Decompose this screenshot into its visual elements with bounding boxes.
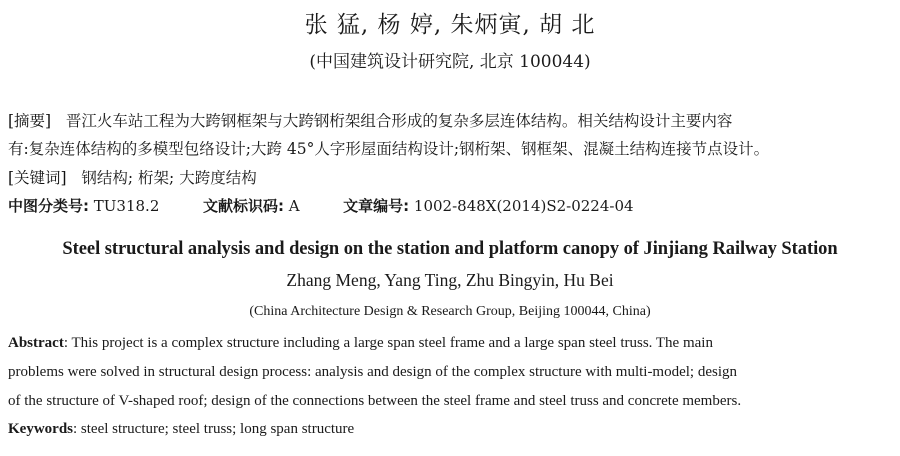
english-abstract-text-2: problems were solved in structural design process: analysis and design of the complex structure with multi-model; design [8,364,738,380]
english-abstract-line-2 [8,364,892,381]
english-abstract-text-3: of the structure of V-shaped roof; design of the connections between the steel frame and steel truss and concrete members. [8,393,742,409]
classification-line [8,195,892,216]
chinese-keywords-text: 钢结构; 桁架; 大跨度结构 [81,169,257,187]
english-abstract-text-1: : This project is a complex structure including a large span steel frame and a large span steel truss. The main [63,335,713,351]
chinese-authors: 张 猛, 杨 婷, 朱炳寅, 胡 北 [304,12,596,38]
english-abstract-line-3 [8,393,892,410]
chinese-abstract-label: [摘要] [8,112,52,130]
clc-label: 中图分类号: [8,197,89,215]
english-title: Steel structural analysis and design on the station and platform canopy of Jinjiang Railway Station [62,239,838,259]
english-authors: Zhang Meng, Yang Ting, Zhu Bingyin, Hu Bei [286,270,614,290]
chinese-abstract-line-2 [8,137,892,159]
chinese-keywords-label: [关键词] [8,169,67,187]
english-affiliation: (China Architecture Design & Research Group, Beijing 100044, China) [249,304,651,319]
chinese-abstract-text-2: 有:复杂连体结构的多模型包络设计;大跨 45°人字形屋面结构设计;钢桁架、钢框架、混凝土结构连接节点设计。 [8,140,770,158]
doc-code-value: A [288,197,300,215]
english-keywords-line [8,421,892,438]
article-no-label: 文章编号: [343,197,410,215]
chinese-abstract-text-1: 晋江火车站工程为大跨钢框架与大跨钢桁架组合形成的复杂多层连体结构。相关结构设计主要内容 [65,112,733,130]
chinese-affiliation: (中国建筑设计研究院, 北京 100044) [309,52,591,72]
doc-code-label: 文献标识码: [202,197,284,215]
english-abstract-label: Abstract [8,335,64,351]
clc-value: TU318.2 [93,197,160,215]
english-keywords-text: : steel structure; steel truss; long span structure [73,421,355,437]
english-keywords-label: Keywords [8,421,73,437]
english-abstract-line-1 [8,335,892,352]
article-no-value: 1002-848X(2014)S2-0224-04 [413,197,634,215]
chinese-keywords-line [8,166,892,188]
chinese-abstract-line-1 [8,109,892,131]
